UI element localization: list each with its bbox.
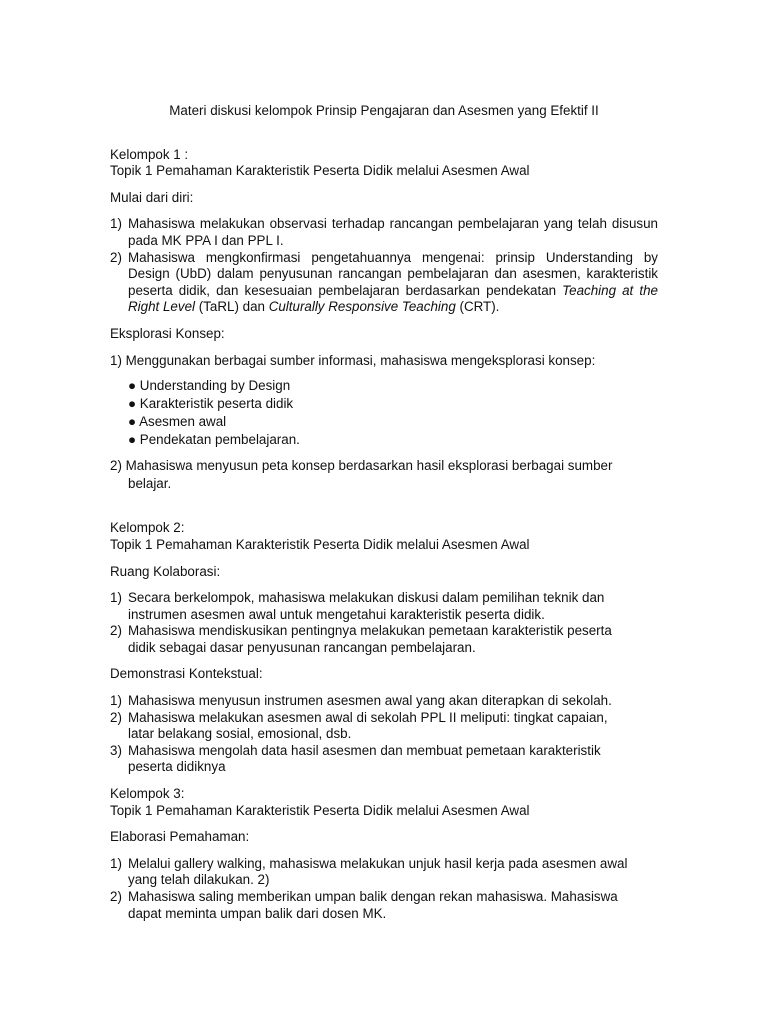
item-line: latar belakang sosial, emosional, dsb. <box>128 726 352 742</box>
document-title: Materi diskusi kelompok Prinsip Pengajaran dan Asesmen yang Efektif II <box>169 103 599 118</box>
list-item <box>110 856 658 889</box>
item-line: Secara berkelompok, mahasiswa melakukan diskusi dalam pemilihan teknik dan <box>128 590 605 606</box>
list-item <box>110 693 658 710</box>
group-topic: Topik 1 Pemahaman Karakteristik Peserta Didik melalui Asesmen Awal <box>110 163 530 179</box>
item-number: 1) <box>110 216 122 232</box>
group-2 <box>110 520 658 776</box>
list-item <box>110 590 658 623</box>
text-run: (CRT). <box>455 299 500 315</box>
bullet-item: ● Asesmen awal <box>128 413 227 429</box>
emphasis-text: Teaching at the Right Level <box>128 282 658 315</box>
bullet-item: ● Understanding by Design <box>128 378 291 394</box>
item-number: 2) <box>110 889 122 904</box>
group-heading: Kelompok 2: <box>110 520 185 536</box>
item-number: 1) <box>110 693 122 709</box>
item-text <box>128 250 658 316</box>
outro-line: 2) Mahasiswa menyusun peta konsep berdasarkan hasil eksplorasi berbagai sumber <box>110 458 613 474</box>
list-item <box>110 623 658 656</box>
item-line: didik sebagai dasar penyusunan rancangan pembelajaran. <box>128 639 476 655</box>
item-line: Mahasiswa melakukan asesmen awal di sekolah PPL II meliputi: tingkat capaian, <box>128 709 608 725</box>
item-number: 2) <box>110 249 122 265</box>
group-3 <box>110 786 658 922</box>
bullet-item: ● Pendekatan pembelajaran. <box>128 431 300 447</box>
section-label: Mulai dari diri: <box>110 189 194 205</box>
item-number: 2) <box>110 623 122 639</box>
group-topic: Topik 1 Pemahaman Karakteristik Peserta Didik melalui Asesmen Awal <box>110 802 530 818</box>
list-item <box>110 710 658 743</box>
group-topic: Topik 1 Pemahaman Karakteristik Peserta Didik melalui Asesmen Awal <box>110 536 530 552</box>
text-run: Mahasiswa mengkonfirmasi pengetahuannya mengenai: prinsip Understanding by Design (UbD) dalam penyusunan rancangan pembelajaran dan asesmen, karakteristik peserta didik, dan kesesuaian pembelajaran berdasarkan pendekatan <box>128 249 658 298</box>
item-line: Mahasiswa menyusun instrumen asesmen awal yang akan diterapkan di sekolah. <box>128 693 612 709</box>
outro-line: belajar. <box>128 476 172 492</box>
text-run: (TaRL) dan <box>195 299 269 315</box>
item-line: instrumen asesmen awal untuk mengetahui karakteristik peserta didik. <box>128 606 545 622</box>
list-item <box>110 250 658 316</box>
section-outro <box>110 457 658 493</box>
item-line: dapat meminta umpan balik dari dosen MK. <box>128 905 387 921</box>
item-line: Mahasiswa mengolah data hasil asesmen dan membuat pemetaan karakteristik <box>128 742 601 758</box>
item-number: 1) <box>110 855 122 871</box>
section-label: Demonstrasi Kontekstual: <box>110 666 263 682</box>
item-line: Mahasiswa saling memberikan umpan balik dengan rekan mahasiswa. Mahasiswa <box>128 889 618 904</box>
group-1 <box>110 147 658 494</box>
item-number: 3) <box>110 742 122 758</box>
item-line: peserta didiknya <box>128 759 226 775</box>
item-number: 1) <box>110 590 122 606</box>
item-text: Mahasiswa melakukan observasi terhadap rancangan pembelajaran yang telah disusun pada MK PPA I dan PPL I. <box>128 216 658 248</box>
group-heading: Kelompok 1 : <box>110 146 189 162</box>
item-line: yang telah dilakukan. 2) <box>128 872 270 888</box>
group-heading: Kelompok 3: <box>110 786 185 802</box>
item-line: Melalui gallery walking, mahasiswa melakukan unjuk hasil kerja pada asesmen awal <box>128 855 628 871</box>
list-item <box>110 889 658 922</box>
emphasis-text: Culturally Responsive Teaching <box>268 299 456 315</box>
section-label: Ruang Kolaborasi: <box>110 563 221 579</box>
document-body <box>110 103 658 932</box>
list-item <box>110 743 658 776</box>
section-label: Elaborasi Pemahaman: <box>110 829 250 845</box>
bullet-item: ● Karakteristik peserta didik <box>128 395 294 411</box>
numbered-list <box>110 856 658 922</box>
list-item <box>110 216 658 249</box>
section-label: Eksplorasi Konsep: <box>110 325 225 341</box>
item-number: 2) <box>110 709 122 725</box>
numbered-list <box>110 590 658 656</box>
section-intro: 1) Menggunakan berbagai sumber informasi, mahasiswa mengeksplorasi konsep: <box>110 352 596 368</box>
bullet-list <box>128 377 658 448</box>
item-line: Mahasiswa mendiskusikan pentingnya melakukan pemetaan karakteristik peserta <box>128 623 612 639</box>
numbered-list <box>110 216 658 316</box>
numbered-list <box>110 693 658 776</box>
